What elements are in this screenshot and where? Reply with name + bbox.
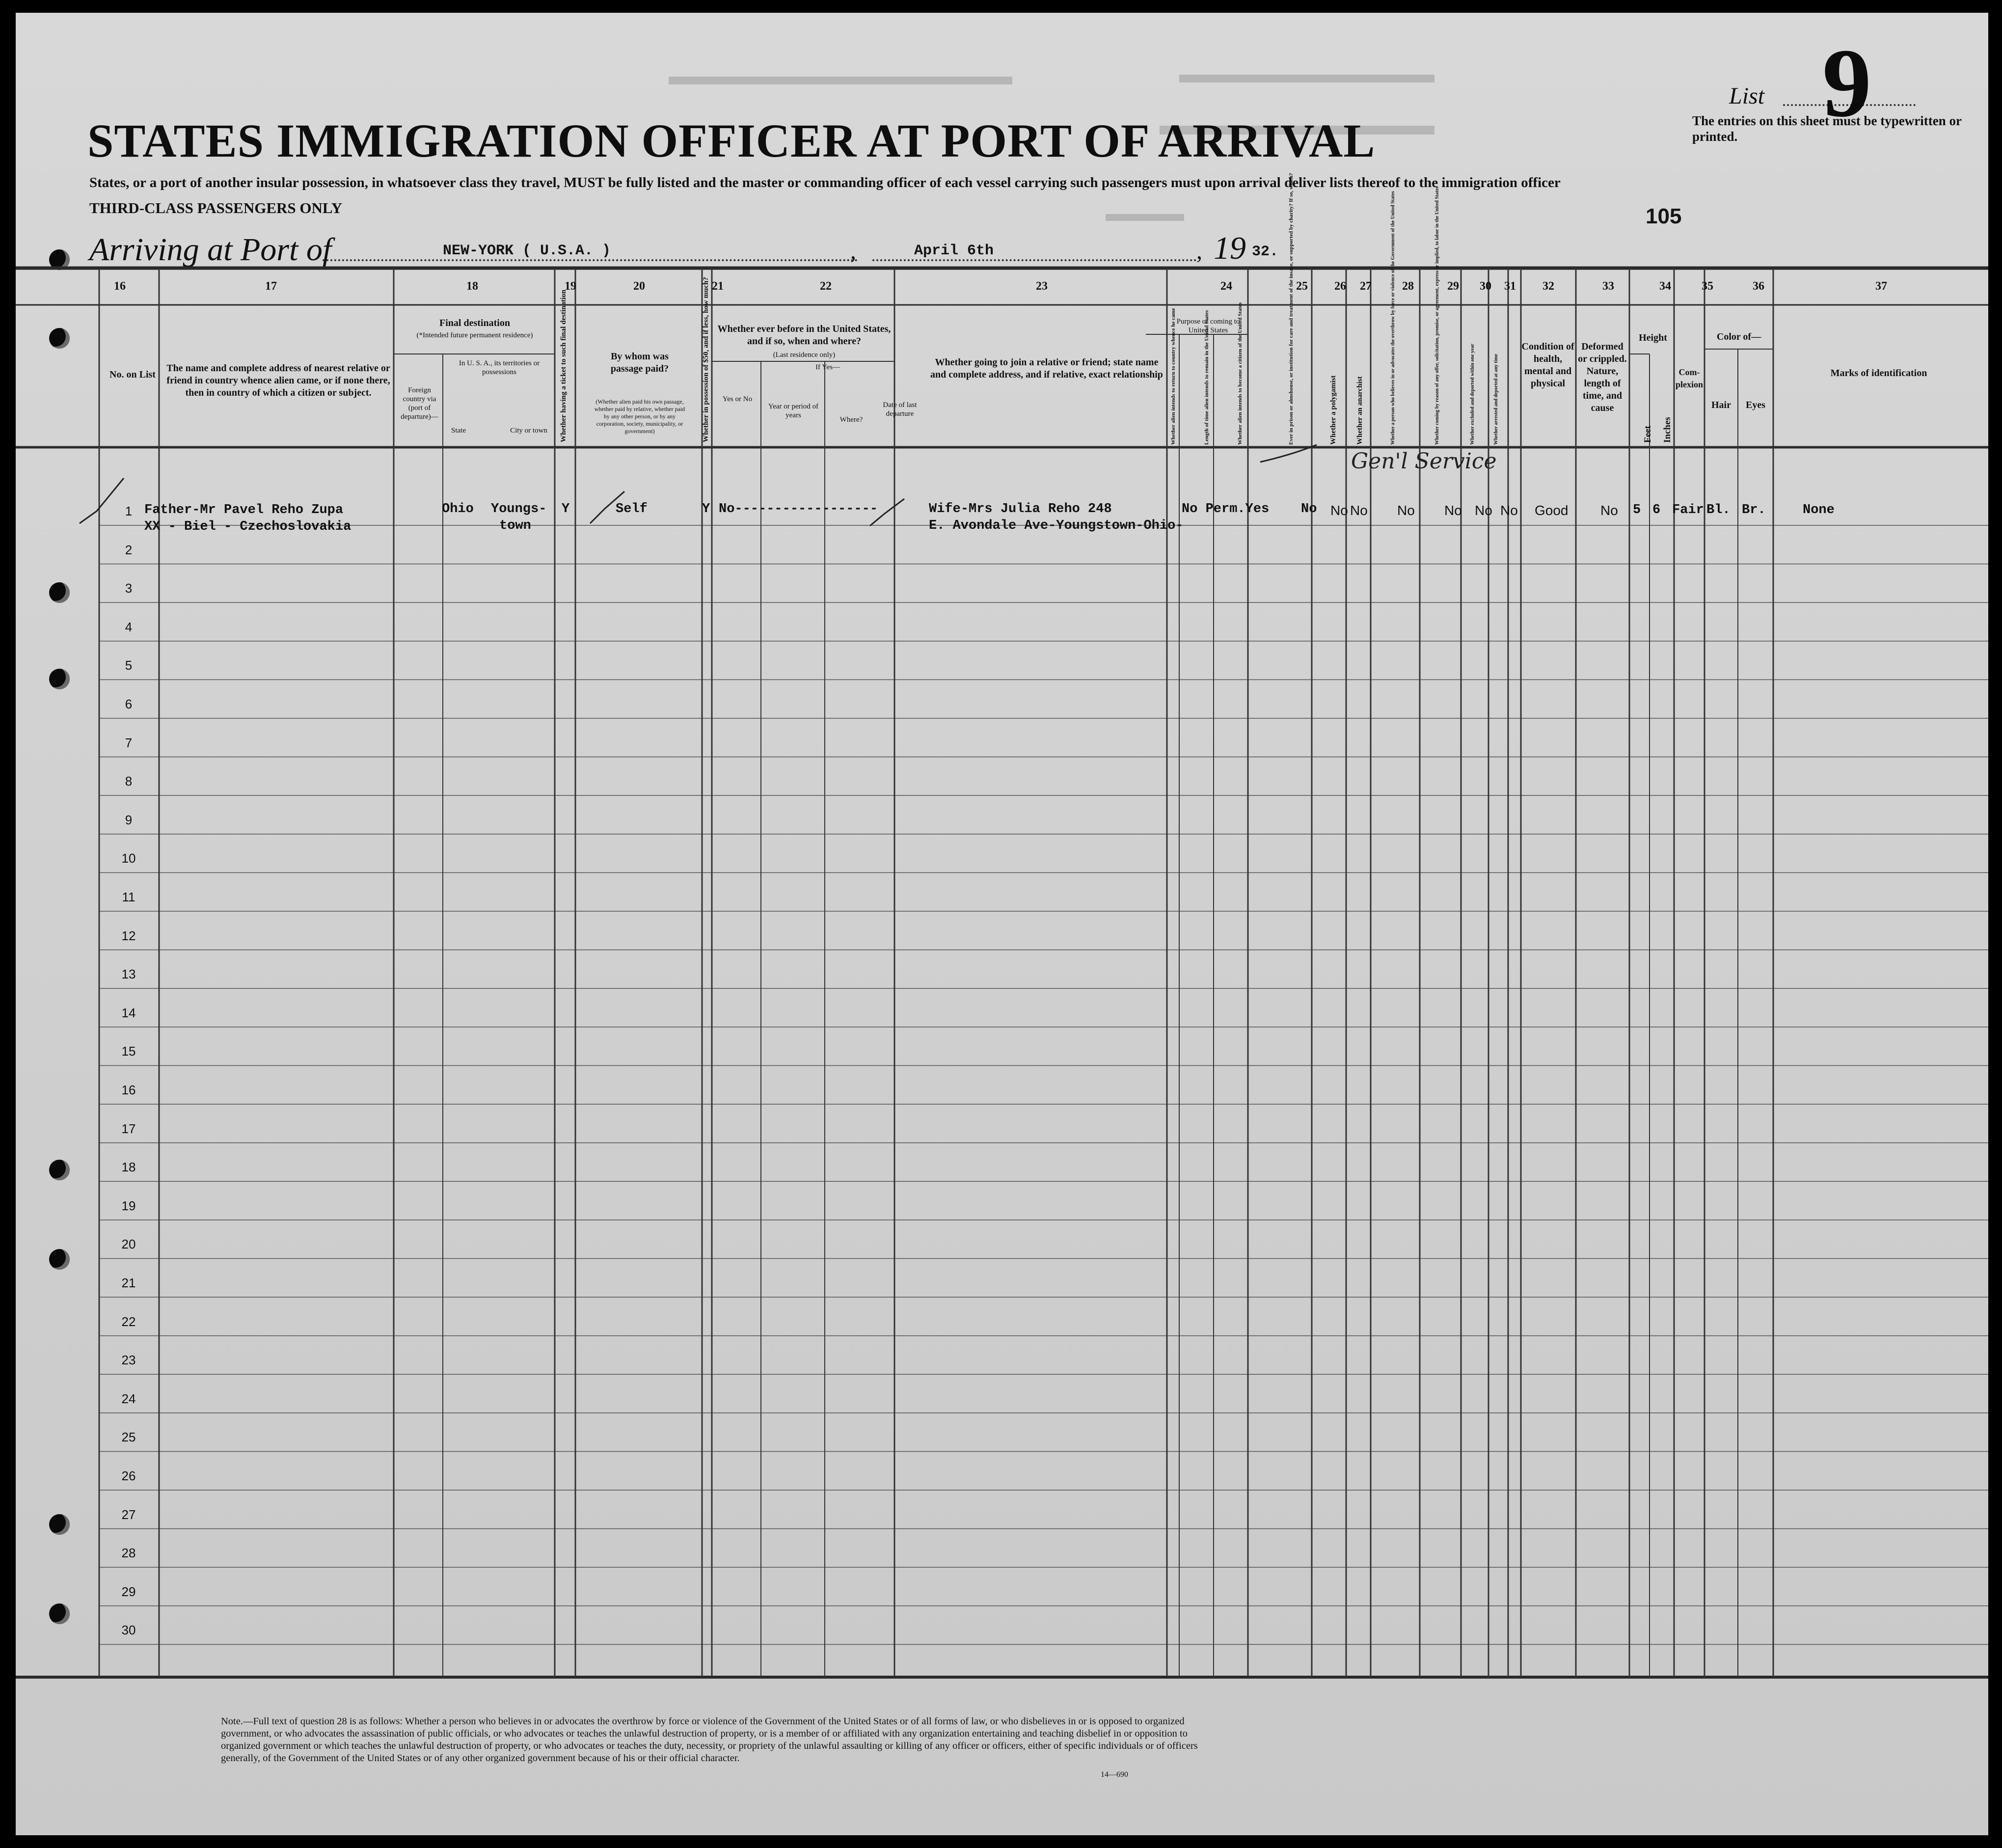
header-final-destination: Final destination [439, 318, 510, 328]
header-passage-paid-note: (Whether alien paid his own passage, whether paid by relative, whether paid by any other person, or by any corporation, society, municipality, or government) [594, 398, 685, 435]
header-last-residence: (Last residence only) [773, 351, 836, 359]
header-complexion: Com- plexion [1675, 367, 1703, 389]
header-purpose-a: Whether alien intends to return to country whence he came [1170, 308, 1176, 445]
header-purpose: Purpose of coming to United States [1176, 318, 1240, 334]
header-polygamist: Whether a polygamist [1329, 375, 1337, 445]
year-prefix: 19 [1214, 230, 1246, 266]
condition-value: Good [1535, 503, 1569, 518]
row-number: 4 [125, 619, 133, 634]
row-number: 1 [125, 504, 133, 518]
header-final-destination-note: (*Intended future permanent residence) [416, 331, 533, 339]
eyes-value: Br. [1742, 503, 1766, 517]
arrested-value: No [1500, 503, 1518, 518]
col-num: 25 [1296, 280, 1308, 293]
header-year-period: Year or period of years [768, 403, 819, 419]
header-no-on-list: No. on List [109, 369, 156, 380]
row-number: 8 [125, 774, 133, 789]
col-num: 24 [1220, 280, 1232, 293]
form-subtitle: States, or a port of another insular possession, in whatsoever class they travel, MUST be fully listed and the master or commanding officer of each vessel carrying such passengers must upon arrival deliver lists thereof to the immigration officer [89, 175, 1561, 190]
row-number: 30 [121, 1623, 136, 1638]
col-num: 17 [265, 280, 277, 293]
header-feet: Feet [1643, 426, 1653, 443]
inches-value: 6 [1652, 503, 1661, 517]
col-num: 28 [1402, 280, 1414, 293]
col-num: 20 [633, 280, 645, 293]
row-number: 25 [121, 1430, 136, 1445]
row-number: 26 [121, 1468, 136, 1483]
join-relative-line-1: Wife-Mrs Julia Reho 248 [929, 502, 1112, 516]
row-number: 13 [121, 967, 136, 982]
list-label: List [1729, 83, 1765, 109]
header-excluded: Whether excluded and deported within one year [1470, 344, 1475, 445]
polygamist-value: No [1330, 503, 1348, 518]
row-number: 24 [121, 1391, 136, 1406]
date-value: April 6th [914, 243, 994, 259]
col-num: 36 [1753, 280, 1764, 293]
col-num: 34 [1659, 280, 1671, 293]
class-label: THIRD-CLASS PASSENGERS ONLY [89, 199, 343, 217]
header-passage-paid: By whom was passage paid? [610, 351, 669, 374]
row-number: 9 [125, 812, 133, 827]
header-possession: Whether in possession of $50, and if less, how much? [702, 277, 710, 442]
header-marks: Marks of identification [1830, 368, 1927, 379]
deformed-value: No [1600, 503, 1618, 518]
header-prison: Ever in prison or almshouse, or institution for care and treatment of the insane, or supported by charity? If so, which? [1288, 173, 1294, 445]
row-number: 17 [121, 1121, 136, 1136]
header-join-relative: Whether going to join a relative or friend; state name and complete address, and if relative, exact relationship [930, 357, 1163, 380]
header-overthrow: Whether a person who believes in or advocates the overthrow by force or violence of the Government of the United States [1390, 191, 1396, 445]
hair-value: Bl. [1706, 503, 1731, 517]
entries-note: The entries on this sheet must be typewritten or printed. [1692, 113, 1962, 144]
col-num: 35 [1702, 280, 1713, 293]
row-number: 23 [121, 1353, 136, 1368]
feet-value: 5 [1633, 503, 1641, 517]
header-eyes: Eyes [1746, 400, 1765, 410]
before-in-us-value: No------------------ [719, 502, 878, 516]
header-purpose-b: Length of time alien intends to remain in the United States [1204, 310, 1210, 445]
year-suffix: 32. [1252, 244, 1279, 260]
header-condition: Condition of health, mental and physical [1521, 341, 1574, 389]
relative-line-2: XX - Biel - Czechoslovakia [144, 519, 352, 534]
row-number: 12 [121, 928, 136, 943]
col-num: 18 [466, 280, 478, 293]
header-nearest-relative: The name and complete address of nearest relative or friend in country whence alien came, or if none there, then in country of which a citizen or subject. [166, 363, 390, 398]
marks-value: None [1803, 503, 1835, 517]
complexion-value: Fair [1672, 503, 1704, 517]
col-num: 16 [114, 280, 126, 293]
port-value: NEW-YORK ( U.S.A. ) [443, 243, 611, 259]
passage-paid-value: Self [616, 502, 648, 516]
header-purpose-c: Whether alien intends to become a citizen of the United States [1237, 302, 1243, 445]
offer-value: No [1444, 503, 1462, 518]
form-number: 14—690 [1101, 1770, 1128, 1779]
row-number: 27 [121, 1507, 136, 1522]
header-deformed: Deformed or crippled. Nature, length of time, and cause [1578, 341, 1627, 413]
header-anarchist: Whether an anarchist [1356, 376, 1364, 445]
header-yes-or-no: Yes or No [722, 395, 753, 403]
relative-line-1: Father-Mr Pavel Reho Zupa [144, 503, 344, 517]
possession-value: Y [702, 502, 710, 516]
col-num: 31 [1504, 280, 1516, 293]
comma: , [1196, 238, 1202, 264]
col-num: 33 [1602, 280, 1614, 293]
col-num: 37 [1875, 280, 1887, 293]
row-number: 20 [121, 1237, 136, 1252]
col-num: 26 [1334, 280, 1346, 293]
col-num: 23 [1036, 280, 1048, 293]
overthrow-value: No [1397, 503, 1415, 518]
arriving-label: Arriving at Port of [89, 232, 332, 268]
header-date-last-departure: Date of last departure [883, 401, 917, 418]
header-color-of: Color of— [1716, 331, 1761, 342]
join-relative-line-2: E. Avondale Ave-Youngstown-Ohio- [929, 518, 1184, 533]
col-num: 21 [712, 280, 724, 293]
row-number: 18 [121, 1160, 136, 1175]
col-num: 22 [820, 280, 832, 293]
row-number: 5 [125, 658, 133, 673]
row-number: 21 [121, 1276, 136, 1290]
handwritten-annotation: Gen'l Service [1351, 449, 1497, 474]
row-number: 28 [121, 1546, 136, 1561]
row-number: 3 [125, 581, 133, 596]
footnote: Note.—Full text of question 28 is as follows: Whether a person who believes in or advocates the overthrow by force or violence of the Government of the United States or of all forms of law, or who disbelieves in or is opposed to organized government, or who advocates the assassination of public officials, or who advocates or teaches the unlawful destruction of property, or is a member of or affiliated with any organization entertaining and teaching disbelief in or opposition to organized government or which teaches the unlawful destruction of property, or who advocates or teaches the duty, necessity, or propriety of the unlawful assaulting or killing of any officer or officers, either of specific individuals or of officers generally, of the Government of the United States or of any other organized government because of his or their official character. [221, 1716, 1198, 1764]
city-line-1: Youngs- [491, 502, 547, 516]
page-stamp: 105 [1646, 204, 1682, 228]
col-num: 27 [1360, 280, 1372, 293]
anarchist-value: No [1350, 503, 1368, 518]
header-where: Where? [839, 416, 863, 424]
comma: , [850, 238, 856, 264]
excluded-value: No [1475, 503, 1492, 518]
header-arrested: Whether arrested and deported at any time [1493, 353, 1499, 445]
header-offer: Whether coming by reason of any offer, solicitation, promise, or agreement, express or implied, to labor in the United States [1434, 187, 1440, 445]
row-number: 10 [121, 851, 136, 866]
header-state: State [451, 427, 466, 435]
form-title: STATES IMMIGRATION OFFICER AT PORT OF ARRIVAL [87, 114, 1376, 167]
city-line-2: town [499, 518, 531, 533]
ticket-value: Y [562, 502, 570, 516]
header-inches: Inches [1662, 417, 1673, 443]
header-ticket: Whether having a ticket to such final destination [560, 290, 568, 442]
col-num: 32 [1542, 280, 1554, 293]
header-in-usa: In U. S. A., its territories or possessions [459, 359, 540, 376]
row-number: 6 [125, 697, 133, 711]
prison-value: No [1301, 502, 1317, 516]
header-city: City or town [510, 427, 547, 435]
header-foreign-country: Foreign country via (port of departure)— [401, 386, 438, 421]
list-number: 9 [1822, 29, 1871, 137]
row-number: 11 [122, 890, 135, 904]
header-before-in-us: Whether ever before in the United States, and if so, when and where? [717, 324, 891, 347]
header-hair: Hair [1711, 400, 1731, 410]
row-number: 15 [121, 1044, 136, 1059]
row-number: 7 [125, 735, 133, 750]
row-number: 16 [121, 1083, 136, 1097]
row-number: 22 [121, 1314, 136, 1329]
header-height: Height [1639, 332, 1667, 343]
row-number: 29 [121, 1584, 136, 1599]
row-number: 2 [125, 542, 133, 557]
row-number: 14 [121, 1005, 136, 1020]
col-num: 30 [1480, 280, 1491, 293]
manifest-sheet [16, 13, 1988, 1835]
purpose-value: No Perm.Yes [1182, 502, 1270, 516]
state-value: Ohio [442, 502, 474, 516]
col-num: 19 [565, 280, 576, 293]
col-num: 29 [1447, 280, 1459, 293]
row-number: 19 [121, 1198, 136, 1213]
header-if-yes: If Yes— [815, 363, 840, 371]
